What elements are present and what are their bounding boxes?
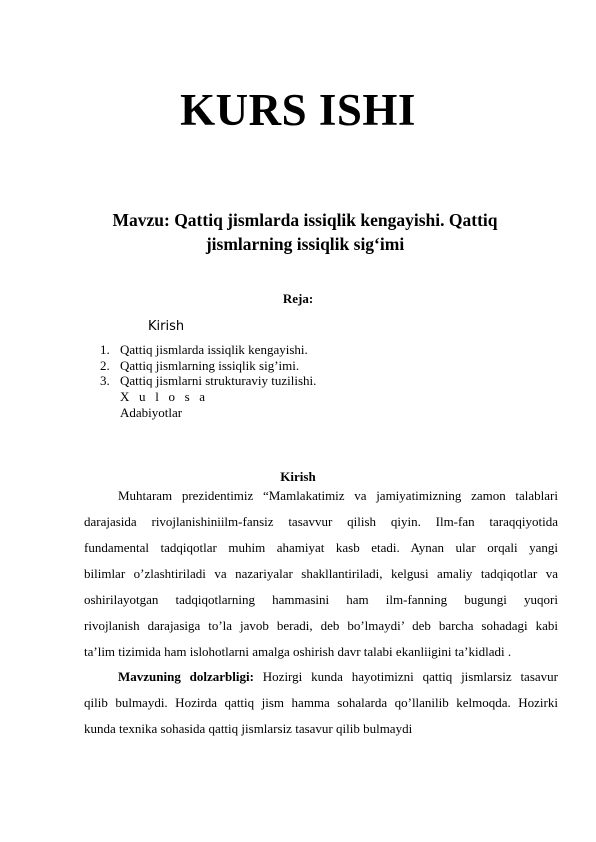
plan-item-text: Qattiq jismlarning issiqlik sig’imi. [120,357,300,373]
plan-references: Adabiyotlar [120,404,183,420]
paragraph-line: bilimlar o’zlashtiriladi va nazariyalar shakllantiriladi, kelgusi amaliy tadqiqotlar va [84,566,558,581]
relevance-paragraph [84,664,558,742]
subject-line-1: Mavzu: Qattiq jismlarda issiqlik kengayishi. Qattiq [112,210,498,230]
intro-heading: Kirish [280,469,316,484]
plan-intro: Kirish [148,319,185,334]
relevance-first-line: Hozirgi kunda hayotimizni qattiq jismlarsiz tasavur [253,669,558,684]
plan-list [100,342,316,389]
plan-extra [120,389,208,420]
paragraph-line: rivojlanish darajasiga to’la javob beradi, deb bo’lmaydi’ deb barcha sohadagi kabi [84,618,558,633]
paragraph-line: darajasida rivojlanishiniilm-fansiz tasavvur qilish qiyin. Ilm-fan taraqqiyotida [84,514,558,529]
subject-line-2: jismlarning issiqlik sig‘imi [205,234,405,254]
plan-heading: Reja: [282,291,314,306]
plan-item-number: 1. [100,342,110,357]
document-title: KURS ISHI [180,85,416,135]
plan-item [100,373,316,389]
plan-item [100,358,316,374]
relevance-label: Mavzuning dolzarbligi: [118,669,254,684]
plan-item-number: 2. [100,357,110,373]
paragraph-line: qilib bulmaydi. Hozirda qattiq jism hamma sohalarda qo’llanilib kelmoqda. Hozirki [84,695,558,710]
intro-paragraph [84,483,558,665]
paragraph-line: kunda texnika sohasida qattiq jismlarsiz tasavur qilib bulmaydi [84,721,413,736]
plan-item-number: 3. [100,373,110,388]
paragraph-line [84,664,558,690]
paragraph-line: fundamental tadqiqotlar muhim ahamiyat kasb etadi. Aynan ular orqali yangi [84,540,558,555]
plan-item-text: Qattiq jismlarda issiqlik kengayishi. [120,342,308,357]
plan-item [100,342,316,358]
plan-item-text: Qattiq jismlarni strukturaviy tuzilishi. [120,373,317,388]
paragraph-line: Muhtaram prezidentimiz “Mamlakatimiz va jamiyatimizning zamon talablari [118,488,558,503]
paragraph-line: oshirilayotgan tadqiqotlarning hammasini ham ilm-fanning bugungi yuqori [84,592,558,607]
paragraph-line: ta’lim tizimida ham islohotlarni amalga oshirish davr talabi ekanliigini ta’kidladi . [84,644,512,659]
plan-conclusion: X u l o s a [120,389,209,404]
subject-heading [90,208,520,256]
